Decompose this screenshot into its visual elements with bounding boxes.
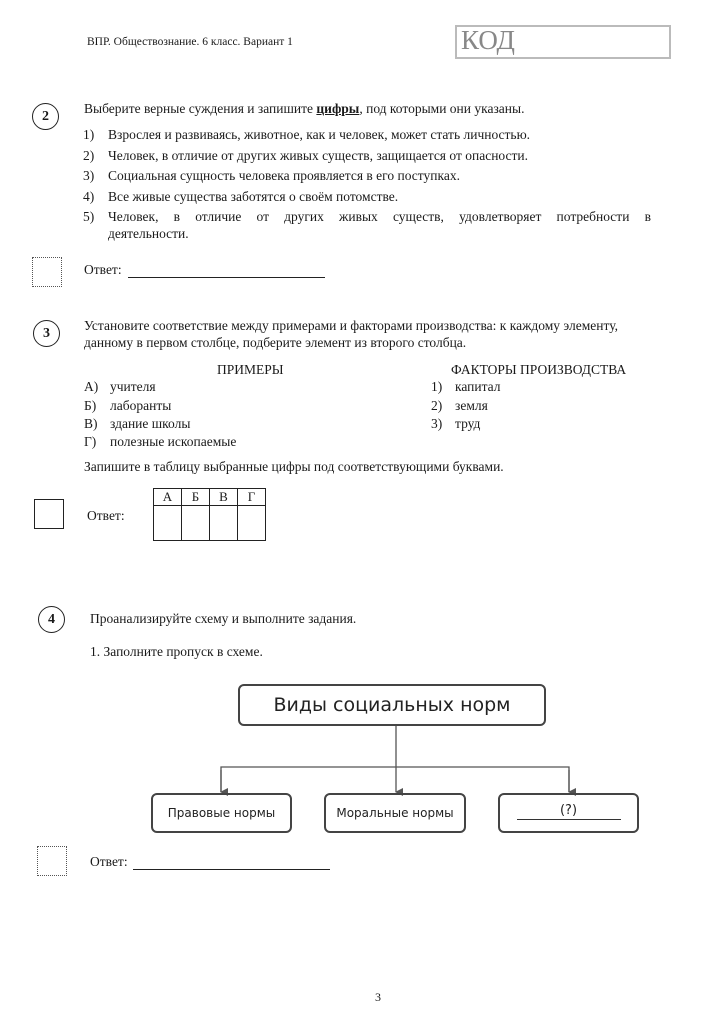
example-text: здание школы bbox=[110, 416, 191, 431]
answer-label: Ответ: bbox=[90, 854, 128, 869]
diagram-root-label: Виды социальных норм bbox=[273, 694, 511, 716]
q2-item-text: Все живые существа заботятся о своём потомстве. bbox=[108, 189, 399, 204]
q3-prompt-line2: данному в первом столбце, подберите элемент из второго столбца. bbox=[84, 335, 467, 350]
q3-instruction: Запишите в таблицу выбранные цифры под соответствующими буквами. bbox=[84, 459, 504, 474]
factors-header: ФАКТОРЫ ПРОИЗВОДСТВА bbox=[451, 362, 627, 377]
example-key: А) bbox=[84, 379, 99, 394]
table-header: Г bbox=[238, 489, 266, 506]
diagram-child-box bbox=[324, 793, 466, 833]
task-number-3: 3 bbox=[33, 320, 60, 347]
examples-header: ПРИМЕРЫ bbox=[217, 362, 284, 377]
factor-text: капитал bbox=[455, 379, 501, 394]
task-number-2: 2 bbox=[32, 103, 59, 130]
diagram-blank-line[interactable] bbox=[517, 819, 621, 820]
table-header: Б bbox=[182, 489, 210, 506]
q2-item-number: 3) bbox=[83, 168, 95, 183]
connector-horizontal bbox=[221, 767, 569, 792]
example-text: лаборанты bbox=[110, 398, 172, 413]
code-label: КОД bbox=[461, 25, 515, 55]
diagram-root-box bbox=[238, 684, 546, 726]
q2-item-number: 1) bbox=[83, 127, 95, 142]
q2-item-text: Социальная сущность человека проявляется в его поступках. bbox=[108, 168, 460, 183]
q2-item-text: Человек, в отличие от других живых существ, удовлетворяет потребности в bbox=[108, 209, 651, 224]
q2-item-number: 2) bbox=[83, 148, 95, 163]
q2-item-text-cont: деятельности. bbox=[108, 226, 189, 241]
q2-prompt-tail: , под которыми они указаны. bbox=[359, 101, 525, 116]
q4-subtask: 1. Заполните пропуск в схеме. bbox=[90, 644, 263, 659]
diagram-child-label: Правовые нормы bbox=[167, 806, 276, 820]
example-text: учителя bbox=[110, 379, 156, 394]
diagram-missing-box bbox=[498, 793, 639, 833]
example-key: Г) bbox=[84, 434, 97, 449]
task-number-4: 4 bbox=[38, 606, 65, 633]
factor-key: 2) bbox=[431, 398, 443, 413]
answer-label: Ответ: bbox=[87, 508, 125, 523]
answer-label: Ответ: bbox=[84, 262, 122, 277]
factor-text: труд bbox=[455, 416, 481, 431]
q2-prompt-text: Выберите верные суждения и запишите bbox=[84, 101, 317, 116]
table-header: В bbox=[210, 489, 238, 506]
factor-key: 1) bbox=[431, 379, 443, 394]
example-key: В) bbox=[84, 416, 98, 431]
page-number: 3 bbox=[375, 990, 381, 1004]
q2-item-text: Взрослея и развиваясь, животное, как и человек, может стать личностью. bbox=[108, 127, 531, 142]
factor-text: земля bbox=[455, 398, 488, 413]
q2-item-number: 5) bbox=[83, 209, 95, 224]
q2-prompt-bold: цифры bbox=[316, 101, 360, 116]
diagram-missing-label: (?) bbox=[559, 802, 578, 818]
page-header-title: ВПР. Обществознание. 6 класс. Вариант 1 bbox=[87, 36, 293, 48]
diagram-child-label: Моральные нормы bbox=[336, 806, 454, 820]
q2-item-number: 4) bbox=[83, 189, 95, 204]
example-key: Б) bbox=[84, 398, 97, 413]
q3-prompt-line1: Установите соответствие между примерами и факторами производства: к каждому элементу, bbox=[84, 318, 618, 333]
q2-item-text: Человек, в отличие от других живых существ, защищается от опасности. bbox=[108, 148, 528, 163]
q4-answer-field[interactable] bbox=[133, 869, 330, 870]
diagram-child-box bbox=[151, 793, 292, 833]
factor-key: 3) bbox=[431, 416, 443, 431]
score-box bbox=[37, 846, 67, 876]
example-text: полезные ископаемые bbox=[110, 434, 237, 449]
q4-prompt: Проанализируйте схему и выполните задания. bbox=[90, 611, 357, 626]
table-header: А bbox=[154, 489, 182, 506]
